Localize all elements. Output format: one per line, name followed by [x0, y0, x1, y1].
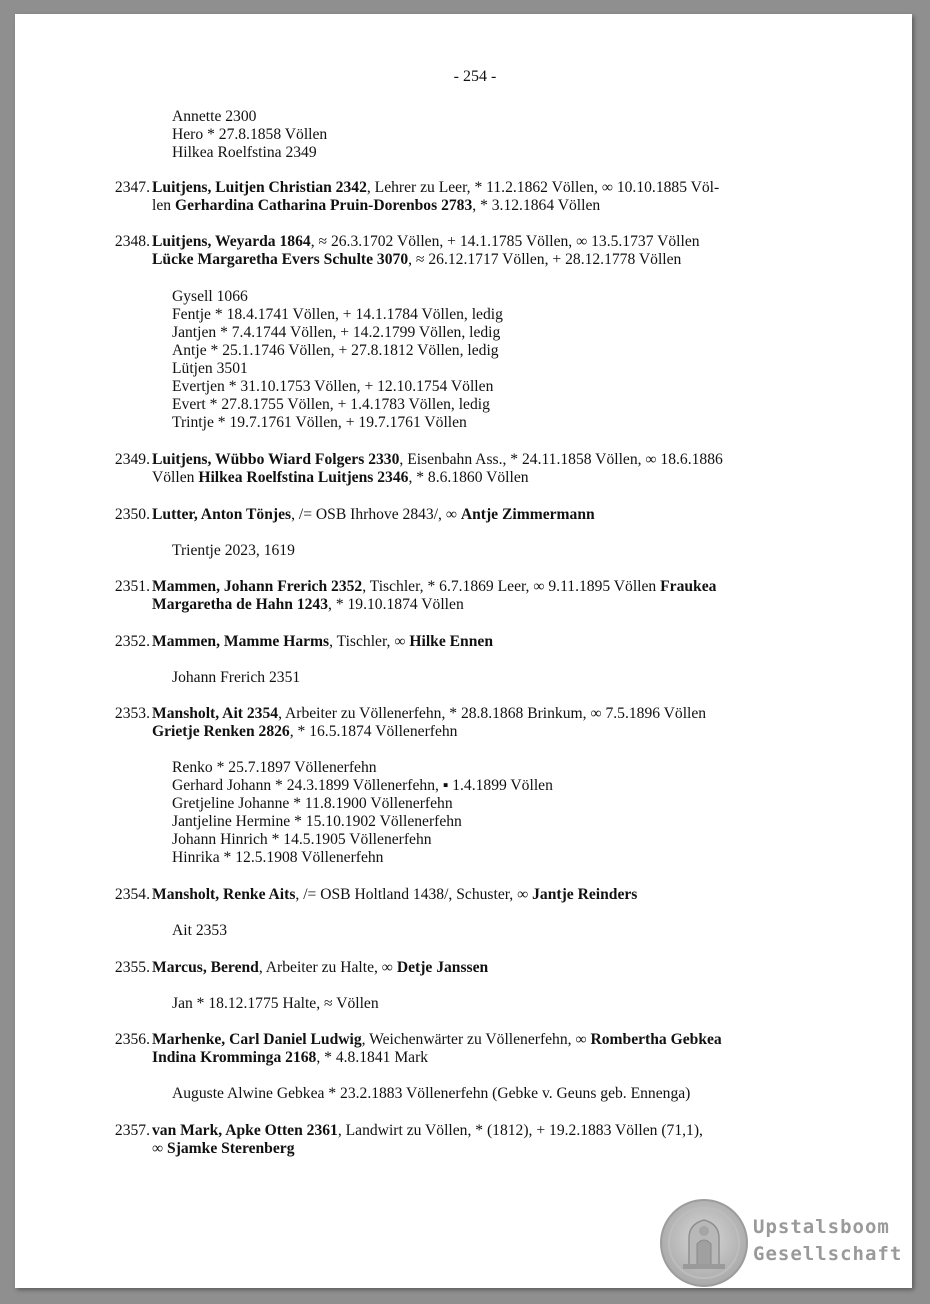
child-line: Fentje * 18.4.1741 Völlen, + 14.1.1784 Völlen, ledig [172, 306, 503, 323]
seal-logo-icon [659, 1198, 749, 1288]
child-line: Gerhard Johann * 24.3.1899 Völlenerfehn, ▪ 1.4.1899 Völlen [172, 777, 553, 794]
spouse-name: Grietje Renken 2826 [152, 723, 290, 740]
entry-line [152, 451, 723, 469]
person-name: Mammen, Mamme Harms [152, 633, 330, 650]
entry-text: len [152, 197, 175, 214]
spouse-name: Jantje Reinders [532, 886, 638, 903]
watermark-text: Gesellschaft [753, 1243, 903, 1265]
spouse-name: Detje Janssen [396, 959, 489, 976]
child-line: Gretjeline Johanne * 11.8.1900 Völlenerfehn [172, 795, 453, 812]
child-line: Ait 2353 [172, 922, 228, 939]
entry-number: 2351. [114, 578, 150, 595]
spouse-name: Hilke Ennen [409, 633, 493, 650]
spouse-name: Hilkea Roelfstina Luitjens 2346 [198, 469, 409, 486]
person-name: Marcus, Berend [152, 959, 259, 976]
child-line: Hero * 27.8.1858 Völlen [172, 126, 328, 143]
person-name: van Mark, Apke Otten 2361 [152, 1122, 338, 1139]
entry-text: , Tischler, ∞ [329, 633, 410, 650]
entry-text: , Eisenbahn Ass., * 24.11.1858 Völlen, ∞ 18.6.1886 [399, 451, 723, 468]
person-name: Marhenke, Carl Daniel Ludwig [152, 1031, 362, 1048]
entry-line [152, 506, 595, 524]
person-name: Mansholt, Ait 2354 [152, 705, 279, 722]
entry-text: , /= OSB Ihrhove 2843/, ∞ [291, 506, 461, 523]
spouse-name: Gerhardina Catharina Pruin-Dorenbos 2783 [174, 197, 473, 214]
entry-line [152, 886, 637, 904]
person-name: Luitjens, Luitjen Christian 2342 [152, 179, 367, 196]
entry-text: , Landwirt zu Völlen, * (1812), + 19.2.1883 Völlen (71,1), [337, 1122, 703, 1139]
spouse-name: Rombertha Gebkea [590, 1031, 722, 1048]
entry-line [152, 633, 493, 651]
entry-number: 2348. [114, 233, 150, 250]
entry-text: , ≈ 26.12.1717 Völlen, + 28.12.1778 Völlen [408, 251, 682, 268]
entry-line [152, 1122, 703, 1140]
entry-text: , Weichenwärter zu Völlenerfehn, ∞ [361, 1031, 591, 1048]
entry-text: , Arbeiter zu Völlenerfehn, * 28.8.1868 Brinkum, ∞ 7.5.1896 Völlen [278, 705, 707, 722]
entry-line [152, 233, 700, 251]
entry-line [152, 1140, 295, 1158]
spouse-name: Fraukea [660, 578, 717, 595]
entry-number: 2347. [114, 179, 150, 196]
document-page [15, 14, 912, 1288]
entry-line [152, 959, 488, 977]
entry-line [152, 596, 464, 614]
entry-text: ∞ [152, 1140, 168, 1157]
entry-text: , ≈ 26.3.1702 Völlen, + 14.1.1785 Völlen, ∞ 13.5.1737 Völlen [310, 233, 700, 250]
watermark-text: Upstalsboom [753, 1216, 890, 1238]
entry-line [152, 578, 716, 596]
spouse-name: Sjamke Sterenberg [167, 1140, 295, 1157]
entry-line [152, 197, 600, 215]
child-line: Gysell 1066 [172, 288, 248, 305]
entry-text: Völlen [152, 469, 199, 486]
person-name: Mansholt, Renke Aits [152, 886, 296, 903]
page-number: - 254 - [453, 68, 497, 85]
entry-number: 2356. [114, 1031, 150, 1048]
child-line: Hinrika * 12.5.1908 Völlenerfehn [172, 849, 384, 866]
entry-line [152, 705, 706, 723]
entry-number: 2355. [114, 959, 150, 976]
entry-text: , * 4.8.1841 Mark [316, 1049, 429, 1066]
entry-line [152, 1049, 428, 1067]
child-line: Trintje * 19.7.1761 Völlen, + 19.7.1761 Völlen [172, 414, 467, 431]
child-line: Evert * 27.8.1755 Völlen, + 1.4.1783 Völlen, ledig [172, 396, 490, 413]
entry-text: , /= OSB Holtland 1438/, Schuster, ∞ [295, 886, 533, 903]
entry-number: 2354. [114, 886, 150, 903]
child-line: Jantjen * 7.4.1744 Völlen, + 14.2.1799 Völlen, ledig [172, 324, 501, 341]
entry-text: , * 8.6.1860 Völlen [408, 469, 529, 486]
entry-text: , Tischler, * 6.7.1869 Leer, ∞ 9.11.1895 Völlen [362, 578, 661, 595]
person-name: Mammen, Johann Frerich 2352 [152, 578, 363, 595]
entry-text: , * 3.12.1864 Völlen [472, 197, 601, 214]
entry-line [152, 723, 457, 741]
child-line: Annette 2300 [172, 108, 257, 125]
entry-number: 2349. [114, 451, 150, 468]
person-name: Luitjens, Wübbo Wiard Folgers 2330 [152, 451, 400, 468]
child-line: Antje * 25.1.1746 Völlen, + 27.8.1812 Völlen, ledig [172, 342, 499, 359]
entry-line [152, 251, 681, 269]
spouse-name: Indina Kromminga 2168 [152, 1049, 317, 1066]
entry-text: , Lehrer zu Leer, * 11.2.1862 Völlen, ∞ 10.10.1885 Völ- [366, 179, 720, 196]
child-line: Johann Frerich 2351 [172, 669, 301, 686]
child-line: Trientje 2023, 1619 [172, 542, 295, 559]
entry-line [152, 179, 719, 197]
child-line: Hilkea Roelfstina 2349 [172, 144, 317, 161]
person-name: Lutter, Anton Tönjes [152, 506, 292, 523]
entry-text: , * 19.10.1874 Völlen [328, 596, 464, 613]
entry-number: 2350. [114, 506, 150, 523]
child-line: Jantjeline Hermine * 15.10.1902 Völlenerfehn [172, 813, 462, 830]
entry-text: , * 16.5.1874 Völlenerfehn [289, 723, 458, 740]
spouse-name: Margaretha de Hahn 1243 [152, 596, 329, 613]
entry-line [152, 469, 529, 487]
entry-text: , Arbeiter zu Halte, ∞ [258, 959, 397, 976]
spouse-name: Antje Zimmermann [460, 506, 595, 523]
child-line: Johann Hinrich * 14.5.1905 Völlenerfehn [172, 831, 432, 848]
entry-number: 2357. [114, 1122, 150, 1139]
child-line: Jan * 18.12.1775 Halte, ≈ Völlen [172, 995, 379, 1012]
child-line: Lütjen 3501 [172, 360, 248, 377]
child-line: Auguste Alwine Gebkea * 23.2.1883 Völlenerfehn (Gebke v. Geuns geb. Ennenga) [172, 1085, 691, 1102]
spouse-name: Lücke Margaretha Evers Schulte 3070 [152, 251, 409, 268]
entry-line [152, 1031, 722, 1049]
entry-number: 2352. [114, 633, 150, 650]
person-name: Luitjens, Weyarda 1864 [152, 233, 311, 250]
child-line: Evertjen * 31.10.1753 Völlen, + 12.10.1754 Völlen [172, 378, 494, 395]
entry-number: 2353. [114, 705, 150, 722]
child-line: Renko * 25.7.1897 Völlenerfehn [172, 759, 377, 776]
